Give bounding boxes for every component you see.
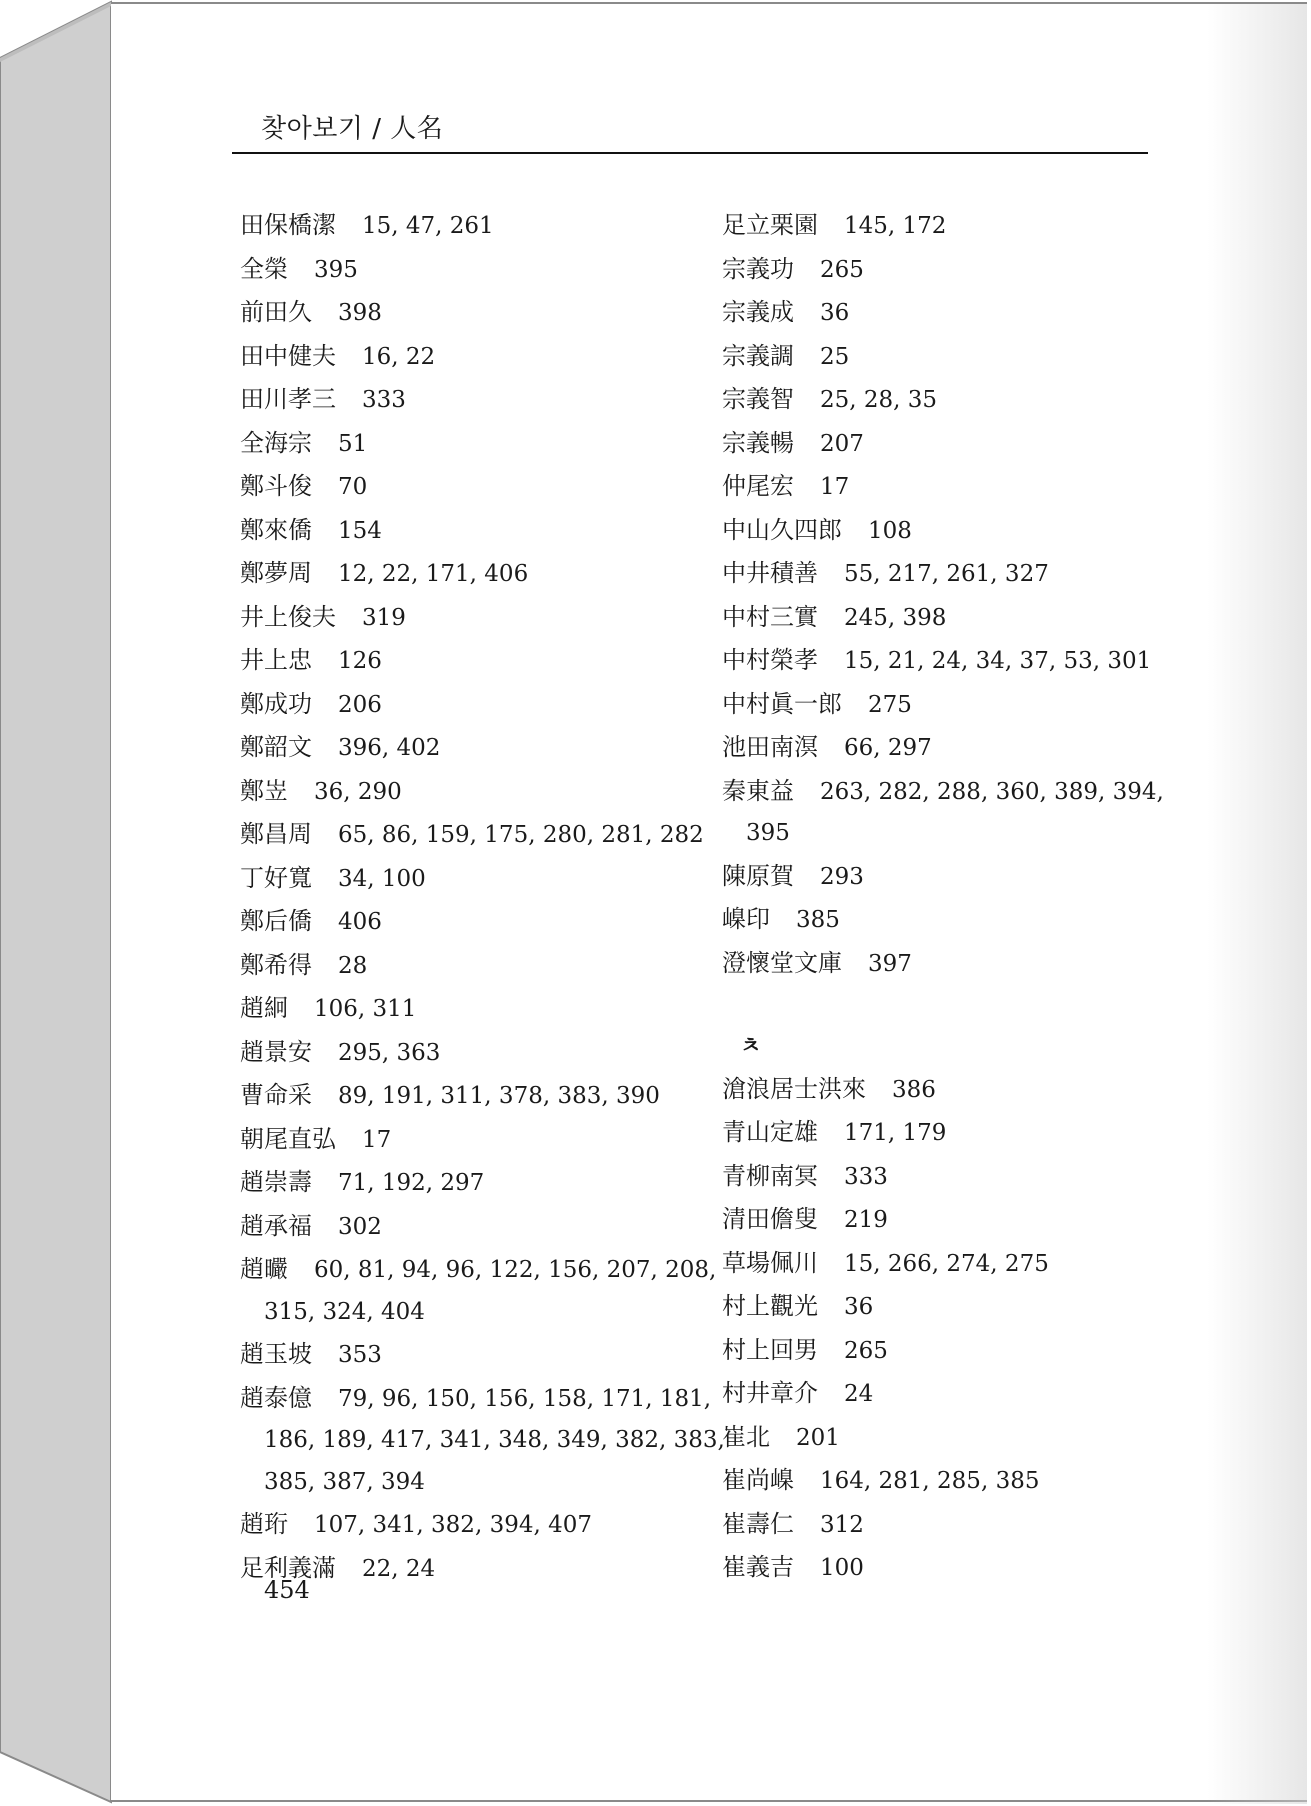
entry-pages: 164, 281, 285, 385: [820, 1468, 1040, 1494]
entry-name: 中村榮孝: [722, 646, 818, 674]
entry-name: 鄭斗俊: [240, 472, 312, 500]
entry-name: 足立栗園: [722, 211, 818, 239]
entry-pages: 396, 402: [338, 735, 441, 761]
entry-name: 趙泰億: [240, 1383, 312, 1412]
entry-name: 趙崇壽: [240, 1168, 312, 1196]
entry-pages: 60, 81, 94, 96, 122, 156, 207, 208,: [314, 1257, 717, 1283]
entry-name: 青山定雄: [722, 1118, 818, 1146]
entry-pages: 100: [820, 1555, 864, 1581]
index-entry: [722, 898, 1182, 942]
entry-name: 青柳南冥: [722, 1161, 818, 1190]
entry-name: 足利義滿: [240, 1553, 336, 1582]
entry-name: 宗義調: [722, 341, 794, 370]
index-entry: [722, 422, 1182, 466]
index-group-right-bottom: [722, 1068, 1182, 1590]
index-entry: [722, 1285, 1182, 1329]
index-entry: [722, 1546, 1182, 1590]
index-entry: [722, 596, 1182, 640]
index-entry: [722, 335, 1182, 379]
entry-name: 趙玉坡: [240, 1340, 312, 1368]
index-entry: [240, 378, 710, 422]
entry-name: 秦東益: [722, 776, 794, 805]
entry-name: 前田久: [240, 298, 312, 326]
entry-name: 村井章介: [722, 1379, 818, 1407]
entry-pages: 12, 22, 171, 406: [338, 561, 529, 587]
index-entry: [240, 987, 710, 1031]
index-entry: [722, 1416, 1182, 1460]
index-entry: [722, 855, 1182, 899]
entry-name: 田保橋潔: [240, 211, 336, 239]
entry-pages-continued: 395: [746, 820, 790, 846]
entry-pages: 302: [338, 1213, 382, 1240]
entry-name: 鄭成功: [240, 689, 312, 718]
book-spine-shape: [0, 0, 112, 1806]
index-entry: [240, 1074, 710, 1118]
entry-name: 中村三實: [722, 602, 818, 631]
entry-pages: 145, 172: [844, 213, 947, 239]
index-entry: [240, 552, 710, 596]
entry-name: 趙景安: [240, 1037, 312, 1066]
entry-pages: 17: [820, 474, 850, 500]
entry-pages: 36, 290: [314, 778, 402, 805]
page-header-title: 찾아보기 / 人名: [261, 114, 444, 144]
entry-pages: 22, 24: [362, 1555, 436, 1582]
entry-name: 井上忠: [240, 646, 312, 674]
entry-name: 陳原賀: [722, 861, 794, 890]
book-spine: [0, 0, 112, 1806]
index-entry: [722, 465, 1182, 509]
index-entry: [240, 291, 710, 335]
index-entry: [722, 1111, 1182, 1155]
entry-pages: 265: [844, 1337, 888, 1364]
index-entry: [722, 683, 1182, 727]
index-entry: [240, 944, 710, 988]
index-entry: [240, 1333, 710, 1377]
entry-name: 鄭希得: [240, 950, 312, 979]
entry-pages: 106, 311: [314, 996, 417, 1022]
index-entry: [722, 1242, 1182, 1286]
index-entry: [240, 683, 710, 727]
entry-name: 草場佩川: [722, 1248, 818, 1277]
index-entry: [240, 1161, 710, 1205]
index-entry: [240, 1031, 710, 1075]
index-entry: [240, 1503, 710, 1547]
entry-name: 鄭岦: [240, 776, 288, 805]
index-entry: [240, 248, 710, 292]
index-entry: [722, 1503, 1182, 1547]
entry-name: 朝尾直弘: [240, 1124, 336, 1153]
entry-pages: 353: [338, 1342, 382, 1368]
index-entry: [240, 596, 710, 640]
entry-name: 村上觀光: [722, 1292, 818, 1320]
index-entry: [240, 726, 710, 770]
entry-pages: 406: [338, 909, 382, 935]
entry-pages: 333: [844, 1163, 888, 1190]
index-entry: [240, 1205, 710, 1249]
entry-name: 鄭來僑: [240, 515, 312, 544]
index-entry: [722, 509, 1182, 553]
entry-pages: 15, 21, 24, 34, 37, 53, 301: [844, 648, 1152, 674]
entry-pages: 89, 191, 311, 378, 383, 390: [338, 1083, 660, 1109]
entry-name: 井上俊夫: [240, 602, 336, 631]
index-entry: [722, 552, 1182, 596]
index-entry: [240, 770, 710, 814]
entry-pages: 25, 28, 35: [820, 387, 938, 413]
entry-pages-continued: 186, 189, 417, 341, 348, 349, 382, 383,: [264, 1427, 725, 1453]
entry-pages: 201: [796, 1424, 840, 1451]
entry-name: 趙珩: [240, 1510, 288, 1538]
index-entry: [240, 509, 710, 553]
entry-pages: 107, 341, 382, 394, 407: [314, 1512, 592, 1538]
entry-name: 滄浪居士洪來: [722, 1074, 866, 1103]
entry-name: 村上回男: [722, 1335, 818, 1364]
entry-pages: 16, 22: [362, 343, 436, 370]
entry-pages: 15, 47, 261: [362, 213, 494, 239]
entry-name: 崔義吉: [722, 1553, 794, 1581]
index-entry: [722, 1198, 1182, 1242]
entry-pages: 319: [362, 604, 406, 631]
entry-name: 清田儋叟: [722, 1205, 818, 1233]
entry-pages: 24: [844, 1381, 874, 1407]
index-entry: [722, 639, 1182, 683]
entry-pages: 295, 363: [338, 1039, 441, 1066]
entry-name: 崔壽仁: [722, 1509, 794, 1538]
entry-name: 鄭后僑: [240, 907, 312, 935]
index-entry: [722, 204, 1182, 248]
index-entry: [240, 422, 710, 466]
entry-pages: 70: [338, 474, 368, 500]
entry-pages: 395: [314, 256, 358, 283]
entry-pages: 333: [362, 387, 406, 413]
index-entry: [240, 1547, 710, 1591]
index-entry: [722, 726, 1182, 770]
entry-name: 曹命采: [240, 1081, 312, 1109]
entry-name: 宗義智: [722, 385, 794, 413]
entry-pages: 36: [820, 300, 850, 326]
index-entry: [722, 1155, 1182, 1199]
page-edge-shadow: [1207, 4, 1307, 1804]
entry-name: 趙承福: [240, 1211, 312, 1240]
index-entry: [240, 204, 710, 248]
entry-pages: 207: [820, 430, 864, 457]
entry-name: 宗義功: [722, 254, 794, 283]
page-number: 454: [264, 1576, 310, 1604]
entry-name: 宗義暢: [722, 428, 794, 457]
entry-pages: 385: [796, 907, 840, 933]
entry-pages: 126: [338, 648, 382, 674]
index-entry: [722, 1372, 1182, 1416]
entry-name: 田川孝三: [240, 385, 336, 413]
entry-pages: 36: [844, 1294, 874, 1320]
entry-pages: 397: [868, 950, 912, 977]
index-entry: [240, 465, 710, 509]
entry-pages: 206: [338, 691, 382, 718]
index-entry: [722, 248, 1182, 292]
entry-pages: 398: [338, 300, 382, 326]
index-column-right: [722, 204, 1182, 1590]
entry-name: 全海宗: [240, 428, 312, 457]
entry-pages: 265: [820, 256, 864, 283]
index-entry: [722, 291, 1182, 335]
entry-name: 鄭韶文: [240, 733, 312, 761]
entry-name: 池田南溟: [722, 733, 818, 761]
entry-pages: 51: [338, 430, 368, 457]
header-rule: [232, 152, 1148, 154]
entry-pages: 65, 86, 159, 175, 280, 281, 282: [338, 822, 704, 848]
entry-name: 嵲印: [722, 905, 770, 933]
index-entry: [240, 1118, 710, 1162]
entry-name: 趙絅: [240, 994, 288, 1022]
entry-pages: 263, 282, 288, 360, 389, 394,: [820, 778, 1164, 805]
entry-pages: 386: [892, 1076, 936, 1103]
entry-name: 田中健夫: [240, 341, 336, 370]
section-letter: ㅊ: [740, 1034, 762, 1059]
entry-name: 仲尾宏: [722, 472, 794, 500]
entry-pages: 17: [362, 1126, 392, 1153]
index-entry: [722, 378, 1182, 422]
entry-pages: 28: [338, 952, 368, 979]
index-entry: [722, 942, 1182, 986]
index-entry: [240, 1377, 725, 1504]
entry-name: 中井積善: [722, 559, 818, 587]
entry-pages-continued: 315, 324, 404: [264, 1298, 425, 1325]
entry-pages: 154: [338, 517, 382, 544]
index-column-left: [240, 204, 725, 1590]
entry-name: 丁好寬: [240, 863, 312, 892]
index-entry: [722, 1068, 1182, 1112]
index-entry: [722, 770, 1182, 855]
entry-pages: 71, 192, 297: [338, 1170, 485, 1196]
index-entry: [240, 639, 710, 683]
entry-pages: 34, 100: [338, 865, 426, 892]
entry-name: 鄭夢周: [240, 559, 312, 587]
entry-pages: 312: [820, 1511, 864, 1538]
entry-name: 崔北: [722, 1422, 770, 1451]
entry-pages: 108: [868, 517, 912, 544]
entry-pages: 66, 297: [844, 735, 932, 761]
index-entry: [722, 1329, 1182, 1373]
entry-pages: 219: [844, 1207, 888, 1233]
entry-pages: 79, 96, 150, 156, 158, 171, 181,: [338, 1385, 712, 1412]
index-group-right-top: [722, 204, 1182, 985]
entry-name: 鄭昌周: [240, 820, 312, 848]
entry-name: 全榮: [240, 254, 288, 283]
index-entry: [240, 900, 710, 944]
entry-name: 中山久四郎: [722, 515, 842, 544]
entry-pages: 171, 179: [844, 1120, 947, 1146]
index-entry: [722, 1459, 1182, 1503]
entry-name: 崔尚嵲: [722, 1466, 794, 1494]
entry-pages: 245, 398: [844, 604, 947, 631]
entry-pages: 55, 217, 261, 327: [844, 561, 1049, 587]
entry-pages: 15, 266, 274, 275: [844, 1250, 1049, 1277]
entry-name: 中村眞一郎: [722, 689, 842, 718]
entry-pages: 25: [820, 343, 850, 370]
index-entry: [240, 335, 710, 379]
entry-name: 宗義成: [722, 298, 794, 326]
index-entry: [240, 1248, 717, 1333]
entry-pages: 293: [820, 863, 864, 890]
entry-name: 趙曮: [240, 1255, 288, 1283]
index-entry: [240, 813, 710, 857]
entry-name: 澄懷堂文庫: [722, 948, 842, 977]
entry-pages-continued: 385, 387, 394: [264, 1468, 425, 1495]
entry-pages: 275: [868, 691, 912, 718]
index-entry: [240, 857, 710, 901]
